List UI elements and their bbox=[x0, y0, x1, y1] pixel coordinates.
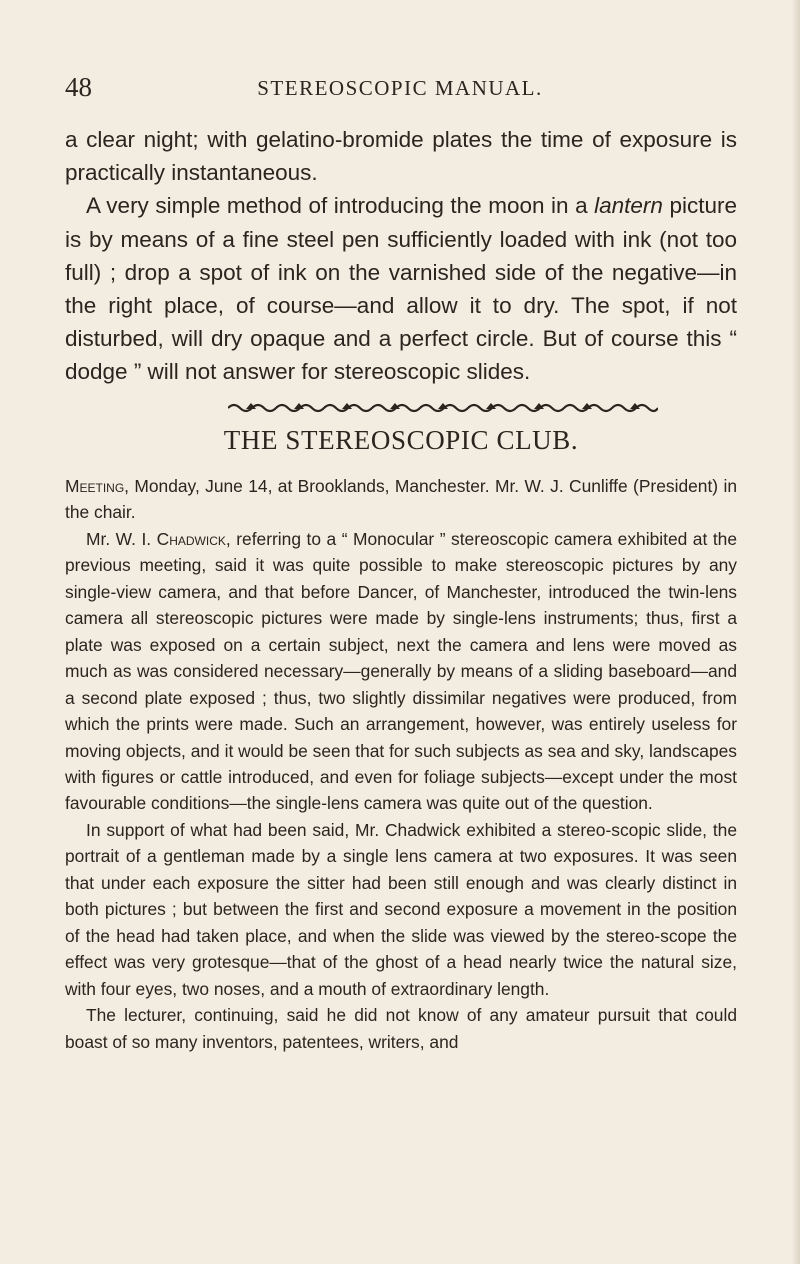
paragraph-lecturer: The lecturer, continuing, said he did not know of any amateur pursuit that could boast of so many inventors, patentees, writers, and bbox=[65, 1005, 737, 1052]
meeting-text: Monday, June 14, at Brooklands, Manchester. Mr. W. J. Cunliffe (President) in the chair. bbox=[65, 476, 737, 523]
running-head: STEREOSCOPIC MANUAL. bbox=[257, 76, 543, 100]
club-report bbox=[65, 473, 737, 1055]
section-title: THE STEREOSCOPIC CLUB. bbox=[223, 425, 579, 455]
page-edge-shadow bbox=[792, 0, 800, 1264]
page-number: 48 bbox=[65, 72, 92, 102]
paragraph-support: In support of what had been said, Mr. Chadwick exhibited a stereo-scopic slide, the portrait of a gentleman made by a single lens camera at two exposures. It was seen that under each exposure the sitter had been still enough and was clearly distinct in both pictures ; but between the first and second exposure a movement in the position of the head had taken place, and when the slide was viewed by the stereo-scope the effect was very grotesque—that of the ghost of a head nearly twice the natural size, with four eyes, two noses, and a mouth of extraordinary length. bbox=[65, 819, 737, 999]
paragraph-chadwick bbox=[65, 526, 737, 817]
speaker-prefix: Mr. W. I. bbox=[86, 528, 157, 549]
meeting-lead: Meeting, bbox=[65, 476, 129, 496]
paragraph-meeting bbox=[65, 473, 737, 526]
lantern-text-b: picture is by means of a fine steel pen sufficiently loaded with ink (not too full) ; drop a spot of ink on the varnished side of the negative—in the right place, of course—and allow it to dry. The spot, if not disturbed, will dry opaque and a perfect circle. But of course this “ dodge ” will not answer for stereoscopic slides. bbox=[65, 193, 737, 385]
page-header bbox=[65, 72, 735, 112]
lantern-text-a: A very simple method of introducing the moon in a bbox=[86, 193, 595, 219]
main-text bbox=[65, 123, 737, 389]
decorative-rule-icon bbox=[228, 400, 658, 414]
paragraph-lantern-method bbox=[65, 189, 737, 388]
speaker-name: Chadwick, bbox=[156, 528, 231, 549]
lantern-italic: lantern bbox=[594, 193, 663, 219]
chadwick-text: referring to a “ Monocular ” stereoscopic camera exhibited at the previous meeting, said it was quite possible to make stereoscopic pictures by any single-view camera, and that before Dancer, of Manchester, introduced the twin-lens camera all stereoscopic pictures were made by single-lens instruments; thus, first a plate was exposed on a certain subject, next the camera and lens were moved as much as was considered necessary—generally by means of a sliding baseboard—and a second plate exposed ; thus, two slightly dissimilar negatives were produced, from which the prints were made. Such an arrangement, however, was entirely useless for moving objects, and it would be seen that for such subjects as sea and sky, landscapes with figures or cattle introduced, and even for foliage subjects—except under the most favourable conditions—the single-lens camera was quite out of the question. bbox=[65, 528, 737, 814]
paragraph-moon-exposure: a clear night; with gelatino-bromide plates the time of exposure is practically instantaneous. bbox=[65, 127, 737, 186]
